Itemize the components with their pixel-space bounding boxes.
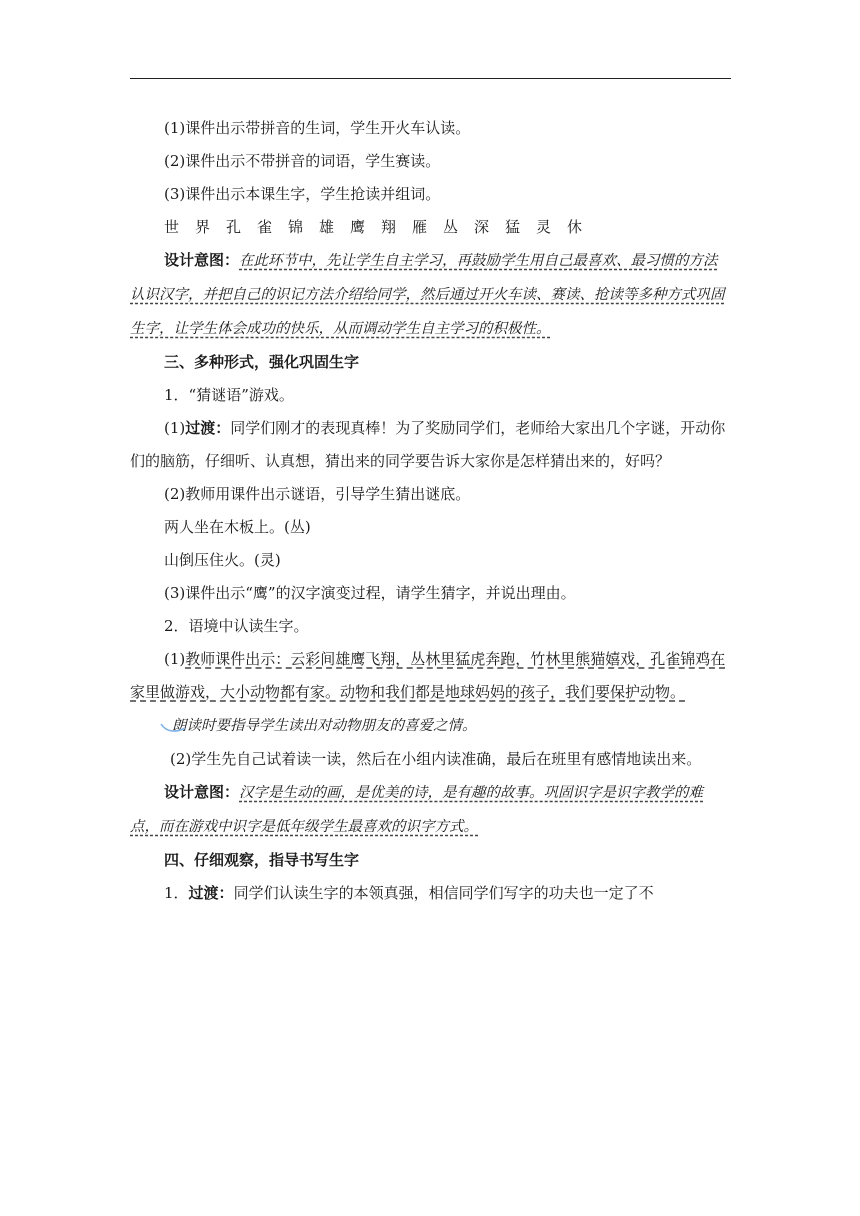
char: 雀 <box>257 218 273 236</box>
writing-prefix: 1． <box>164 884 189 902</box>
header-rule <box>130 78 731 79</box>
context-prefix: (1) <box>164 650 186 668</box>
design-intent-1 <box>130 244 731 346</box>
context-item-2: 2．语境中认读生字。 <box>164 617 309 635</box>
riddle-intro: (2)教师用课件出示谜语，引导学生猜出谜底。 <box>164 485 471 503</box>
char: 界 <box>195 218 211 236</box>
writing-transition <box>130 877 731 910</box>
char: 灵 <box>536 218 552 236</box>
read-aloud-step: (2)学生先自己试着读一读，然后在小组内读准确，最后在班里有感情地读出来。 <box>170 750 702 768</box>
char: 锦 <box>288 218 304 236</box>
design-intent-label: 设计意图： <box>164 783 240 801</box>
design-intent-text: 汉字是生动的画，是优美的诗，是有趣的故事。巩固识字是识字教学的难点，而在游戏中识字是低年级学生最喜欢的识字方式。 <box>130 785 704 835</box>
step-3: (3)课件出示本课生字，学生抢读并组词。 <box>164 185 441 203</box>
step-1: (1)课件出示带拼音的生词，学生开火车认读。 <box>164 119 471 137</box>
context-sentence <box>130 643 731 709</box>
section-heading-3: 三、多种形式，强化巩固生字 <box>164 353 360 371</box>
writing-transition-label: 过渡： <box>188 884 234 902</box>
char: 猛 <box>505 218 521 236</box>
char: 深 <box>474 218 490 236</box>
evolution-step: (3)课件出示“鹰”的汉字演变过程，请学生猜字，并说出理由。 <box>164 584 576 602</box>
char: 翔 <box>381 218 397 236</box>
char: 鹰 <box>350 218 366 236</box>
riddle-2: 山倒压住火。(灵) <box>164 551 281 569</box>
char: 雁 <box>412 218 428 236</box>
transition-label: 过渡： <box>185 419 231 437</box>
transition-prefix: (1) <box>164 419 186 437</box>
new-characters-row <box>130 211 731 244</box>
game-item-1: 1．“猜谜语”游戏。 <box>164 386 294 404</box>
design-intent-2 <box>130 776 731 844</box>
transition-paragraph <box>130 412 731 478</box>
section-heading-4: 四、仔细观察，指导书写生字 <box>164 851 360 869</box>
reading-annotation <box>130 709 731 743</box>
char: 雄 <box>319 218 335 236</box>
transition-text: 同学们刚才的表现真棒！为了奖励同学们，老师给大家出几个字谜，开动你们的脑筋，仔细听、认真想，猜出来的同学要告诉大家你是怎样猜出来的，好吗？ <box>130 419 726 470</box>
char: 休 <box>567 218 583 236</box>
context-text: 教师课件出示：云彩间雄鹰飞翔，丛林里猛虎奔跑，竹林里熊猫嬉戏，孔雀锦鸡在家里做游戏，大小动物都有家。动物和我们都是地球妈妈的孩子，我们要保护动物。 <box>130 650 726 701</box>
char: 孔 <box>226 218 242 236</box>
design-intent-label: 设计意图： <box>164 251 240 269</box>
char: 世 <box>164 218 180 236</box>
char: 丛 <box>443 218 459 236</box>
design-intent-text: 在此环节中，先让学生自主学习，再鼓励学生用自己最喜欢、最习惯的方法认识汉字，并把自己的识记方法介绍给同学，然后通过开火车读、赛读、抢读等多种方式巩固生字，让学生体会成功的快乐，从而调动学生自主学习的积极性。 <box>130 253 725 337</box>
riddle-1: 两人坐在木板上。(丛) <box>164 518 311 536</box>
step-2: (2)课件出示不带拼音的词语，学生赛读。 <box>164 152 441 170</box>
annotation-text: 朗读时要指导学生读出对动物朋友的喜爱之情。 <box>172 718 477 734</box>
writing-transition-text: 同学们认读生字的本领真强，相信同学们写字的功夫也一定了不 <box>233 884 654 902</box>
annotation-curve-icon <box>160 721 186 735</box>
document-body <box>130 112 731 910</box>
